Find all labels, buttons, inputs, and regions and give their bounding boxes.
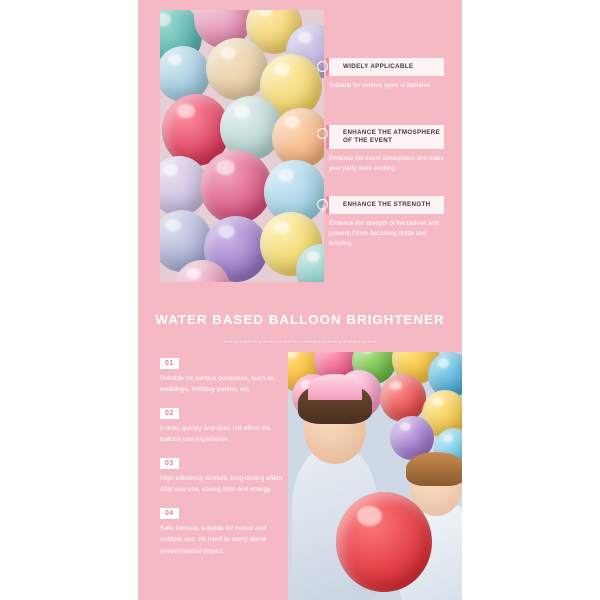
- feature-title-bar-3: [326, 196, 444, 214]
- circle-bullet-icon: [317, 128, 328, 139]
- feature-title-2: ENHANCE THE ATMOSPHERE OF THE EVENT: [343, 128, 441, 144]
- circle-bullet-icon: [317, 199, 328, 210]
- point-number: 03: [160, 458, 179, 469]
- feature-description-1: Suitable for various types of balloons.: [329, 82, 432, 89]
- feature-item-2: [326, 125, 444, 174]
- point-text: It dries quickly and does not affect the balloon use experience.: [160, 425, 271, 444]
- feature-title-1: WIDELY APPLICABLE: [343, 62, 414, 70]
- benefits-list: [160, 352, 284, 564]
- balloon-peach: [272, 108, 324, 168]
- balloon-red-large: [336, 492, 432, 592]
- list-item: [160, 452, 284, 495]
- point-number: 02: [160, 408, 179, 419]
- point-text: Suitable for various occasions, such as weddings, birthday parties, etc.: [160, 375, 274, 394]
- balloon-red: [380, 374, 426, 422]
- list-item: [160, 502, 284, 556]
- page-title: WATER BASED BALLOON BRIGHTENER: [155, 312, 445, 327]
- feature-description-3: Enhance the strength of the balloon and prevent it from becoming brittle and bursting.: [329, 220, 439, 248]
- feature-item-3: [326, 196, 444, 249]
- feature-title-3: ENHANCE THE STRENGTH: [343, 200, 431, 208]
- point-number: 04: [160, 508, 179, 519]
- list-item: [160, 402, 284, 445]
- list-item: [160, 352, 284, 395]
- poster-canvas: [138, 0, 462, 600]
- feature-description-2: Enhance the event atmosphere and make your party more exciting.: [329, 155, 444, 173]
- balloon-lightblue: [160, 46, 210, 102]
- point-text: High-efficiency formula, long-lasting effect after one use, saving time and energy.: [160, 475, 283, 494]
- circle-bullet-icon: [317, 61, 328, 72]
- feature-title-bar-2: [326, 125, 444, 149]
- balloon-cream: [206, 38, 268, 100]
- feature-title-bar-1: [326, 58, 444, 76]
- balloon-magenta: [200, 150, 272, 224]
- point-number: 01: [160, 358, 179, 369]
- balloons-pile-photo: [160, 10, 324, 282]
- point-text: Safe formula, suitable for indoor and outdoor use, no need to worry about environmental impact.: [160, 525, 267, 555]
- title-divider: [224, 341, 376, 342]
- feature-item-1: [326, 58, 444, 91]
- child-left-party-hat: [308, 374, 362, 400]
- children-with-balloons-photo: [288, 352, 462, 600]
- child-right-hair: [406, 452, 462, 486]
